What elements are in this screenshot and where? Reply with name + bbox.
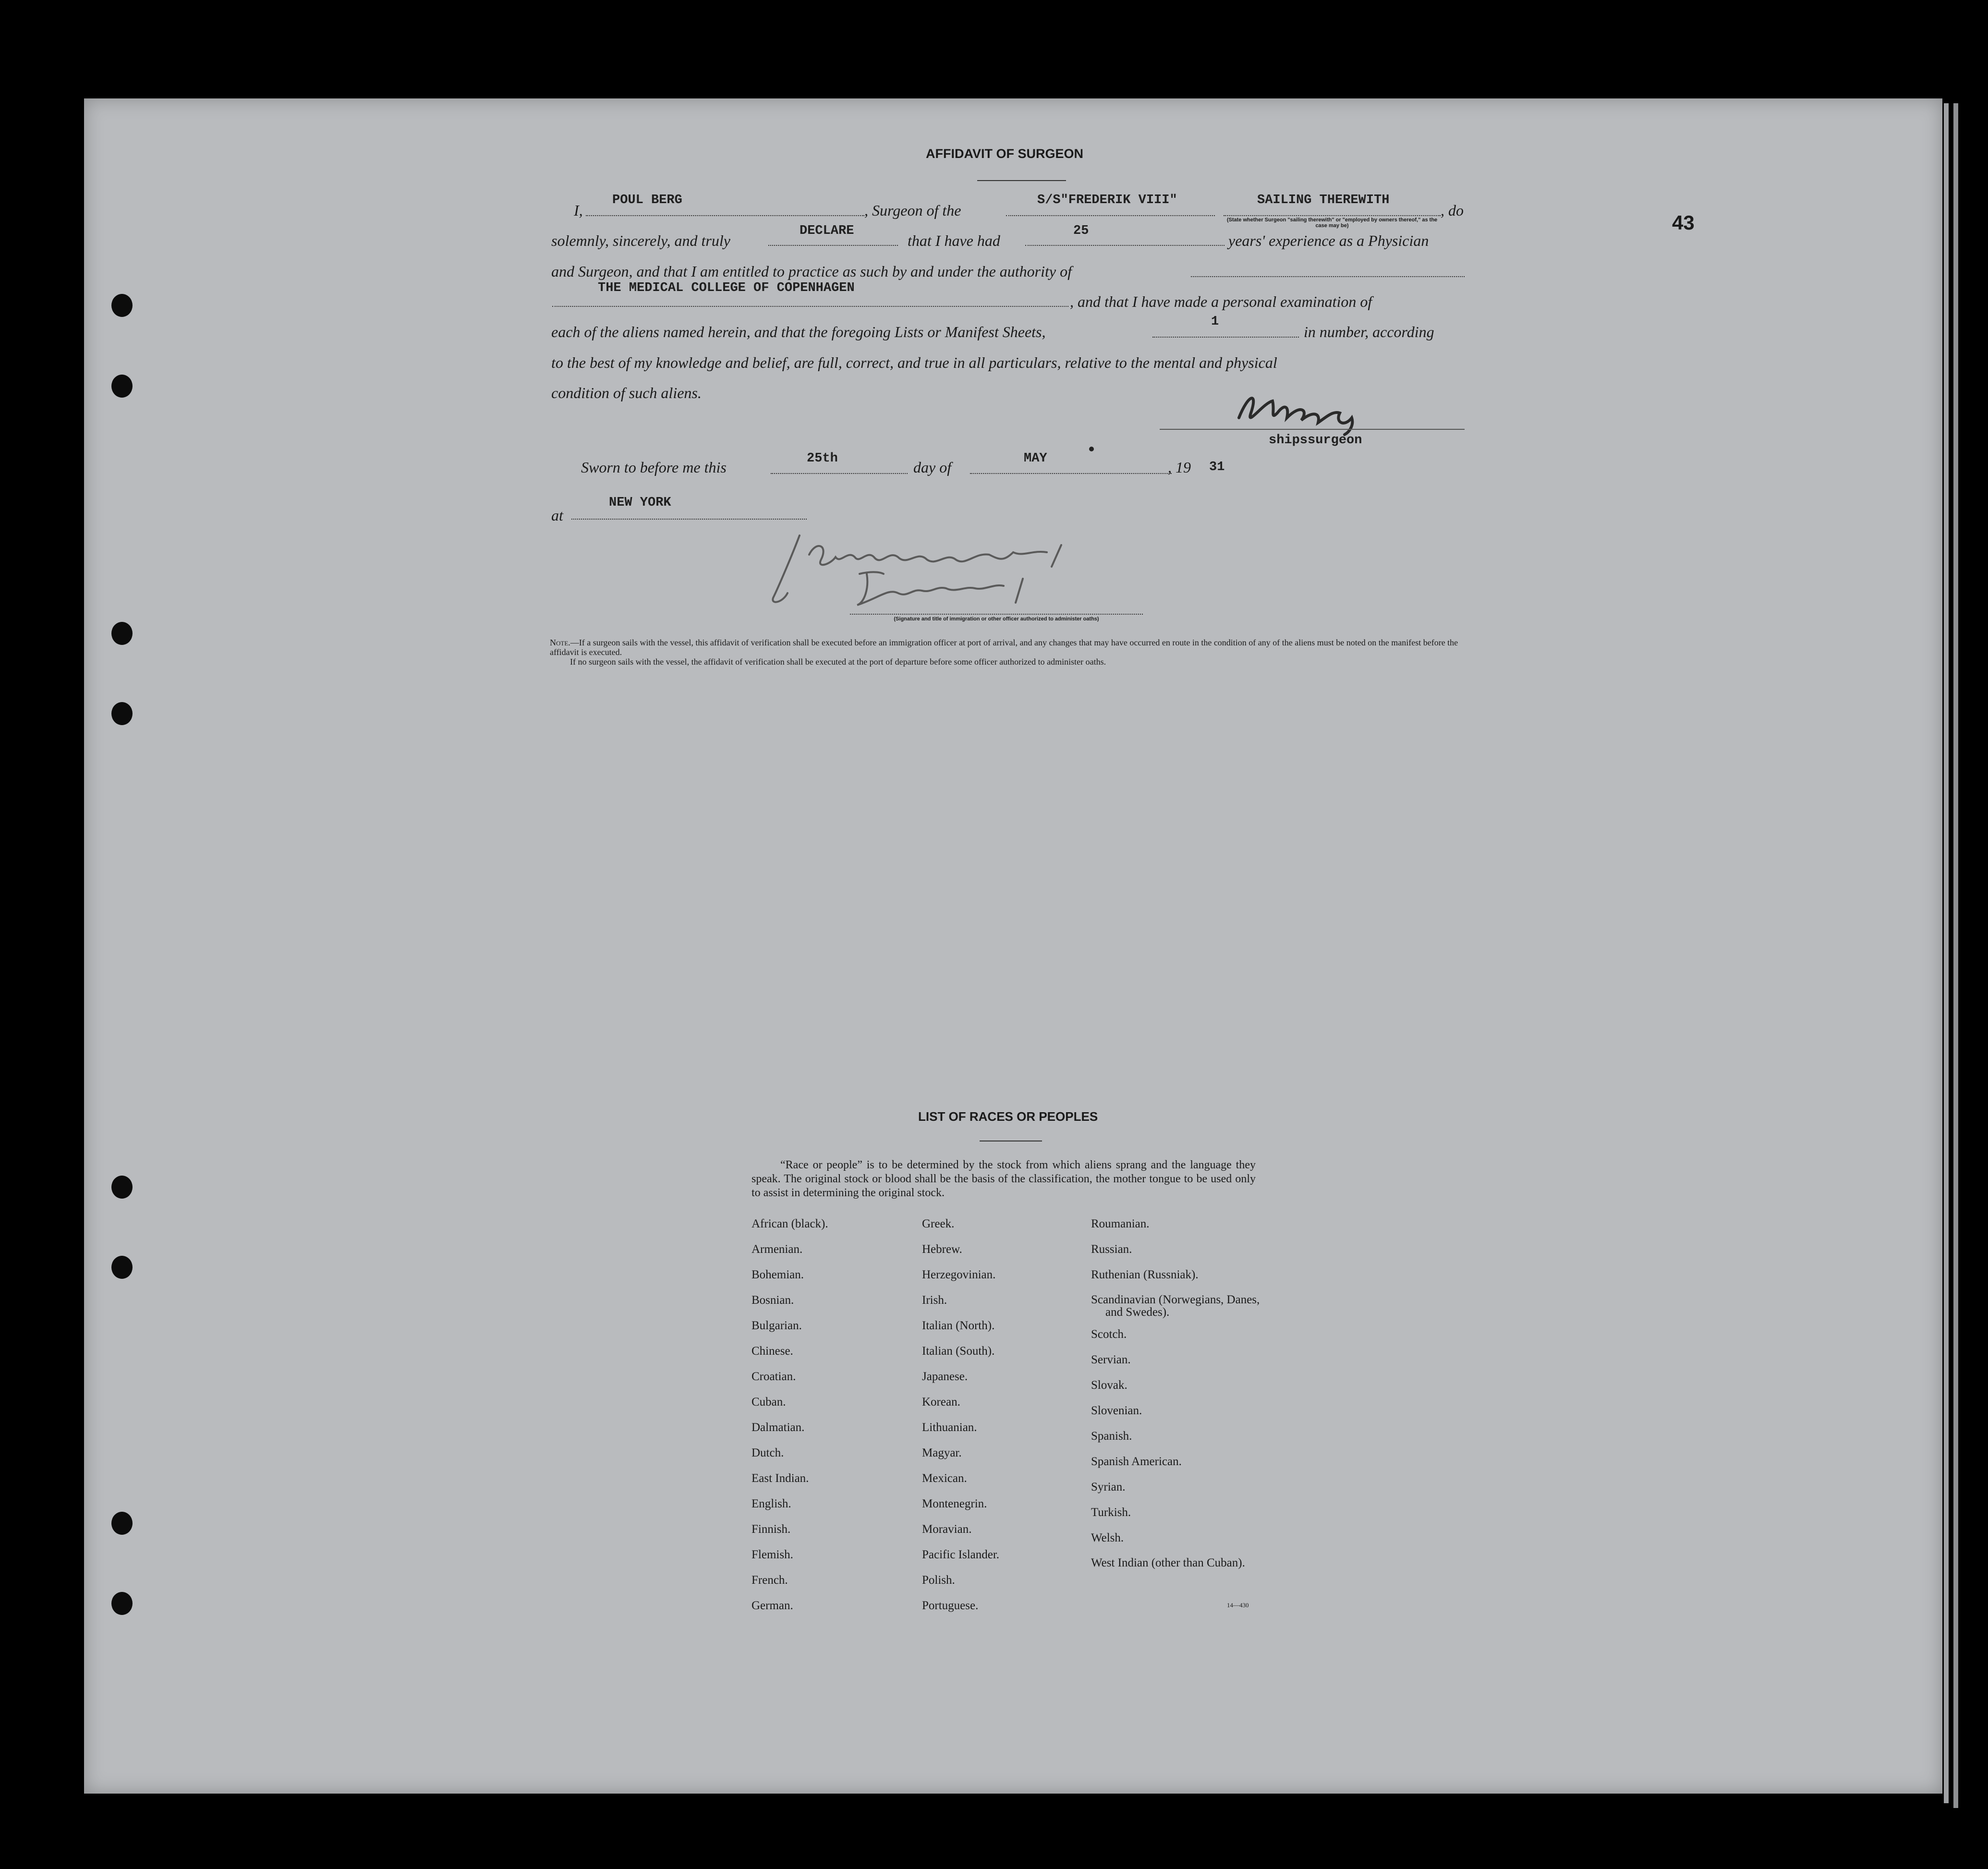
fill-line	[1152, 337, 1299, 338]
signature-line	[1160, 429, 1465, 430]
race-item: Syrian.	[1091, 1481, 1126, 1493]
note-text-2: If no surgeon sails with the vessel, the affidavit of verification shall be executed at the port of departure before some officer authorized to administer oaths.	[570, 657, 1106, 667]
race-item: Roumanian.	[1091, 1217, 1150, 1230]
fill-line	[1224, 215, 1441, 216]
race-item: Armenian.	[752, 1243, 803, 1256]
race-item: Italian (South).	[922, 1345, 995, 1358]
races-intro: “Race or people” is to be determined by the stock from which aliens sprang and the language they speak. The original stock or blood shall be the basis of the classification, the mother tongue to be used only to assist in determining the original stock.	[752, 1159, 1256, 1199]
race-item: English.	[752, 1497, 791, 1510]
fill-line	[771, 473, 908, 474]
race-item: Ruthenian (Russniak).	[1091, 1268, 1199, 1281]
binder-hole	[111, 702, 133, 725]
line5-end: in number, according	[1304, 323, 1434, 340]
race-item: Korean.	[922, 1396, 960, 1408]
race-item: Spanish American.	[1091, 1455, 1182, 1468]
race-item: Welsh.	[1091, 1531, 1124, 1544]
fill-line	[768, 245, 898, 246]
declare-field: DECLARE	[800, 224, 854, 238]
note-label: Note.	[550, 638, 570, 647]
race-item: German.	[752, 1599, 793, 1612]
race-item: Irish.	[922, 1294, 947, 1307]
years-field: 25	[1073, 224, 1089, 238]
race-item: Bulgarian.	[752, 1319, 802, 1332]
race-item: Polish.	[922, 1574, 955, 1587]
line5-prefix: each of the aliens named herein, and that the foregoing Lists or Manifest Sheets,	[551, 323, 1046, 340]
fill-line	[1025, 245, 1224, 246]
page-number: 43	[1672, 211, 1695, 234]
race-item: Japanese.	[922, 1370, 968, 1383]
sworn-prefix: Sworn to before me this	[581, 459, 727, 476]
binder-hole	[111, 1256, 133, 1279]
binder-hole	[111, 1592, 133, 1615]
line1-end: , do	[1441, 202, 1464, 219]
form-code: 14—430	[1227, 1602, 1249, 1609]
race-item: Hebrew.	[922, 1243, 962, 1256]
line7: condition of such aliens.	[551, 384, 702, 401]
line6: to the best of my knowledge and belief, are full, correct, and true in all particulars, relative to the mental and physical	[551, 354, 1277, 371]
fill-line	[552, 306, 1068, 307]
sworn-year-field: 31	[1209, 460, 1225, 474]
authority-field: THE MEDICAL COLLEGE OF COPENHAGEN	[598, 281, 855, 295]
race-item: Bosnian.	[752, 1294, 794, 1307]
page-edge	[1953, 103, 1958, 1808]
line1-mid: , Surgeon of the	[864, 202, 961, 219]
note-text-1: —If a surgeon sails with the vessel, this affidavit of verification shall be executed before an immigration officer at port of arrival, and any changes that may have occurred en route in the condition of any of the aliens must be noted on the manifest before the affidavit is executed.	[550, 638, 1458, 657]
line4-end: , and that I have made a personal examination of	[1070, 293, 1372, 310]
race-item: Mexican.	[922, 1472, 967, 1485]
affidavit-title: AFFIDAVIT OF SURGEON	[926, 146, 1083, 161]
ink-dot	[1089, 447, 1094, 451]
title-underline	[977, 180, 1066, 181]
race-item: Spanish.	[1091, 1430, 1132, 1443]
race-item: Croatian.	[752, 1370, 796, 1383]
binder-hole	[111, 375, 133, 398]
race-item: Magyar.	[922, 1446, 962, 1459]
race-item: Finnish.	[752, 1523, 791, 1536]
ship-name-field: S/S"FREDERIK VIII"	[1037, 193, 1177, 207]
line1-prefix: I,	[574, 202, 583, 219]
fill-line	[586, 215, 864, 216]
race-item: Pacific Islander.	[922, 1548, 1000, 1561]
race-item: Portuguese.	[922, 1599, 979, 1612]
race-item: West Indian (other than Cuban).	[1091, 1556, 1245, 1569]
fill-line	[850, 614, 1143, 615]
binder-hole	[111, 622, 133, 645]
fill-line	[970, 473, 1172, 474]
binder-hole	[111, 1512, 133, 1535]
race-item: Scotch.	[1091, 1328, 1127, 1341]
paper-sheet	[84, 98, 1942, 1794]
line2-mid: that I have had	[908, 232, 1000, 249]
sworn-year-prefix: , 19	[1168, 459, 1191, 476]
sheets-field: 1	[1211, 315, 1219, 329]
race-item: Slovenian.	[1091, 1404, 1142, 1417]
binder-hole	[111, 1176, 133, 1199]
sworn-mid: day of	[913, 459, 952, 476]
page-edge	[1944, 103, 1949, 1803]
sworn-day-field: 25th	[807, 451, 838, 466]
races-title: LIST OF RACES OR PEOPLES	[918, 1109, 1098, 1124]
race-item: Scandinavian (Norwegians, Danes, and Swedes).	[1091, 1293, 1260, 1319]
line2-end: years' experience as a Physician	[1228, 232, 1429, 249]
race-item: African (black).	[752, 1217, 828, 1230]
race-item: Bohemian.	[752, 1268, 804, 1281]
race-item: Turkish.	[1091, 1506, 1131, 1519]
officer-caption: (Signature and title of immigration or other officer authorized to administer oaths)	[894, 616, 1099, 622]
signature-title: shipssurgeon	[1269, 433, 1362, 448]
binder-hole	[111, 294, 133, 317]
race-item: Moravian.	[922, 1523, 972, 1536]
race-item: Greek.	[922, 1217, 955, 1230]
race-item: Russian.	[1091, 1243, 1132, 1256]
place-field: NEW YORK	[609, 496, 671, 510]
fill-line	[1191, 276, 1465, 277]
race-item: Italian (North).	[922, 1319, 995, 1332]
race-item: Herzegovinian.	[922, 1268, 996, 1281]
surgeon-name-field: POUL BERG	[612, 193, 682, 207]
fill-line	[1006, 215, 1215, 216]
race-item: Lithuanian.	[922, 1421, 977, 1434]
surgeon-status-field: SAILING THEREWITH	[1257, 193, 1390, 207]
affidavit-note	[550, 638, 1465, 667]
race-item: Chinese.	[752, 1345, 793, 1358]
at-label: at	[551, 507, 563, 524]
race-item: Dutch.	[752, 1446, 784, 1459]
race-item: Cuban.	[752, 1396, 786, 1408]
race-item: Montenegrin.	[922, 1497, 987, 1510]
race-item: Dalmatian.	[752, 1421, 805, 1434]
race-item: East Indian.	[752, 1472, 809, 1485]
fill-line	[571, 519, 807, 520]
race-item: Flemish.	[752, 1548, 793, 1561]
race-item: Servian.	[1091, 1353, 1131, 1366]
sworn-month-field: MAY	[1024, 451, 1047, 466]
line2-prefix: solemnly, sincerely, and truly	[551, 232, 730, 249]
race-item: Slovak.	[1091, 1379, 1127, 1392]
line3: and Surgeon, and that I am entitled to practice as such by and under the authority of	[551, 263, 1072, 280]
race-item: French.	[752, 1574, 788, 1587]
status-hint: (State whether Surgeon "sailing therewith" or "employed by owners thereof," as the case may be)	[1226, 217, 1438, 229]
officer-signature	[764, 526, 1138, 617]
